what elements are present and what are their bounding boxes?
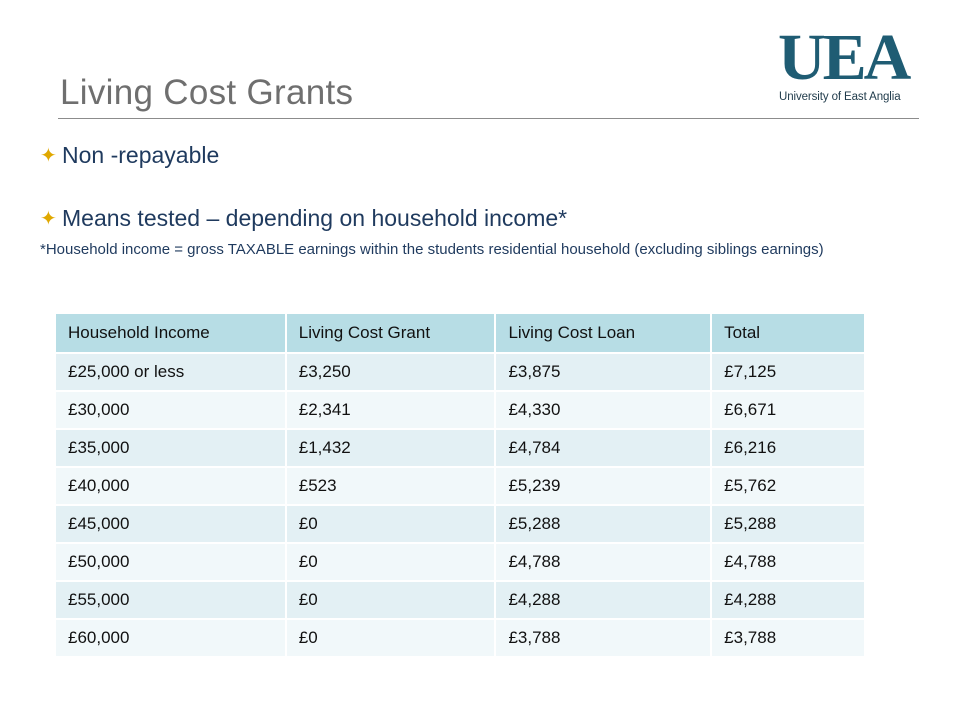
cell-household-income: £45,000: [56, 505, 286, 543]
header-living-cost-grant: Living Cost Grant: [286, 314, 496, 353]
cell-living-cost-grant: £0: [286, 505, 496, 543]
cell-household-income: £25,000 or less: [56, 353, 286, 391]
cell-household-income: £30,000: [56, 391, 286, 429]
cell-total: £3,788: [711, 619, 865, 657]
cell-household-income: £55,000: [56, 581, 286, 619]
cell-total: £6,671: [711, 391, 865, 429]
title-divider: [58, 118, 919, 119]
table-row: [56, 619, 865, 657]
cell-total: £6,216: [711, 429, 865, 467]
table-header-row: [56, 314, 865, 353]
cell-household-income: £60,000: [56, 619, 286, 657]
cell-living-cost-grant: £523: [286, 467, 496, 505]
header-total: Total: [711, 314, 865, 353]
cell-household-income: £50,000: [56, 543, 286, 581]
cell-living-cost-loan: £4,288: [495, 581, 711, 619]
household-income-footnote: *Household income = gross TAXABLE earnings within the students residential household (excluding siblings earnings): [40, 241, 824, 258]
bullet-non-repayable: [40, 142, 219, 169]
cell-living-cost-loan: £4,330: [495, 391, 711, 429]
cell-living-cost-loan: £4,784: [495, 429, 711, 467]
cell-living-cost-grant: £0: [286, 581, 496, 619]
cell-total: £5,762: [711, 467, 865, 505]
cell-living-cost-grant: £1,432: [286, 429, 496, 467]
table-row: [56, 353, 865, 391]
cell-living-cost-grant: £0: [286, 543, 496, 581]
header-living-cost-loan: Living Cost Loan: [495, 314, 711, 353]
cell-living-cost-grant: £3,250: [286, 353, 496, 391]
cell-living-cost-loan: £5,288: [495, 505, 711, 543]
table-row: [56, 543, 865, 581]
table-row: [56, 467, 865, 505]
star-icon: ✦: [40, 208, 57, 230]
grant-table: [56, 314, 866, 658]
cell-living-cost-grant: £2,341: [286, 391, 496, 429]
table-row: [56, 429, 865, 467]
cell-living-cost-grant: £0: [286, 619, 496, 657]
logo-letters: UEA: [778, 21, 909, 94]
header-household-income: Household Income: [56, 314, 286, 353]
bullet-text: Means tested – depending on household income*: [62, 205, 568, 231]
table-row: [56, 505, 865, 543]
cell-living-cost-loan: £3,788: [495, 619, 711, 657]
cell-total: £4,788: [711, 543, 865, 581]
cell-household-income: £35,000: [56, 429, 286, 467]
cell-total: £7,125: [711, 353, 865, 391]
cell-total: £5,288: [711, 505, 865, 543]
uea-logo: [778, 21, 912, 105]
cell-living-cost-loan: £4,788: [495, 543, 711, 581]
page-title: Living Cost Grants: [60, 73, 354, 112]
bullet-text: Non -repayable: [62, 142, 220, 168]
star-icon: ✦: [40, 145, 57, 167]
cell-total: £4,288: [711, 581, 865, 619]
cell-living-cost-loan: £3,875: [495, 353, 711, 391]
table-row: [56, 391, 865, 429]
bullet-means-tested: [40, 205, 567, 232]
table-row: [56, 581, 865, 619]
cell-living-cost-loan: £5,239: [495, 467, 711, 505]
logo-caption: University of East Anglia: [779, 91, 901, 103]
cell-household-income: £40,000: [56, 467, 286, 505]
